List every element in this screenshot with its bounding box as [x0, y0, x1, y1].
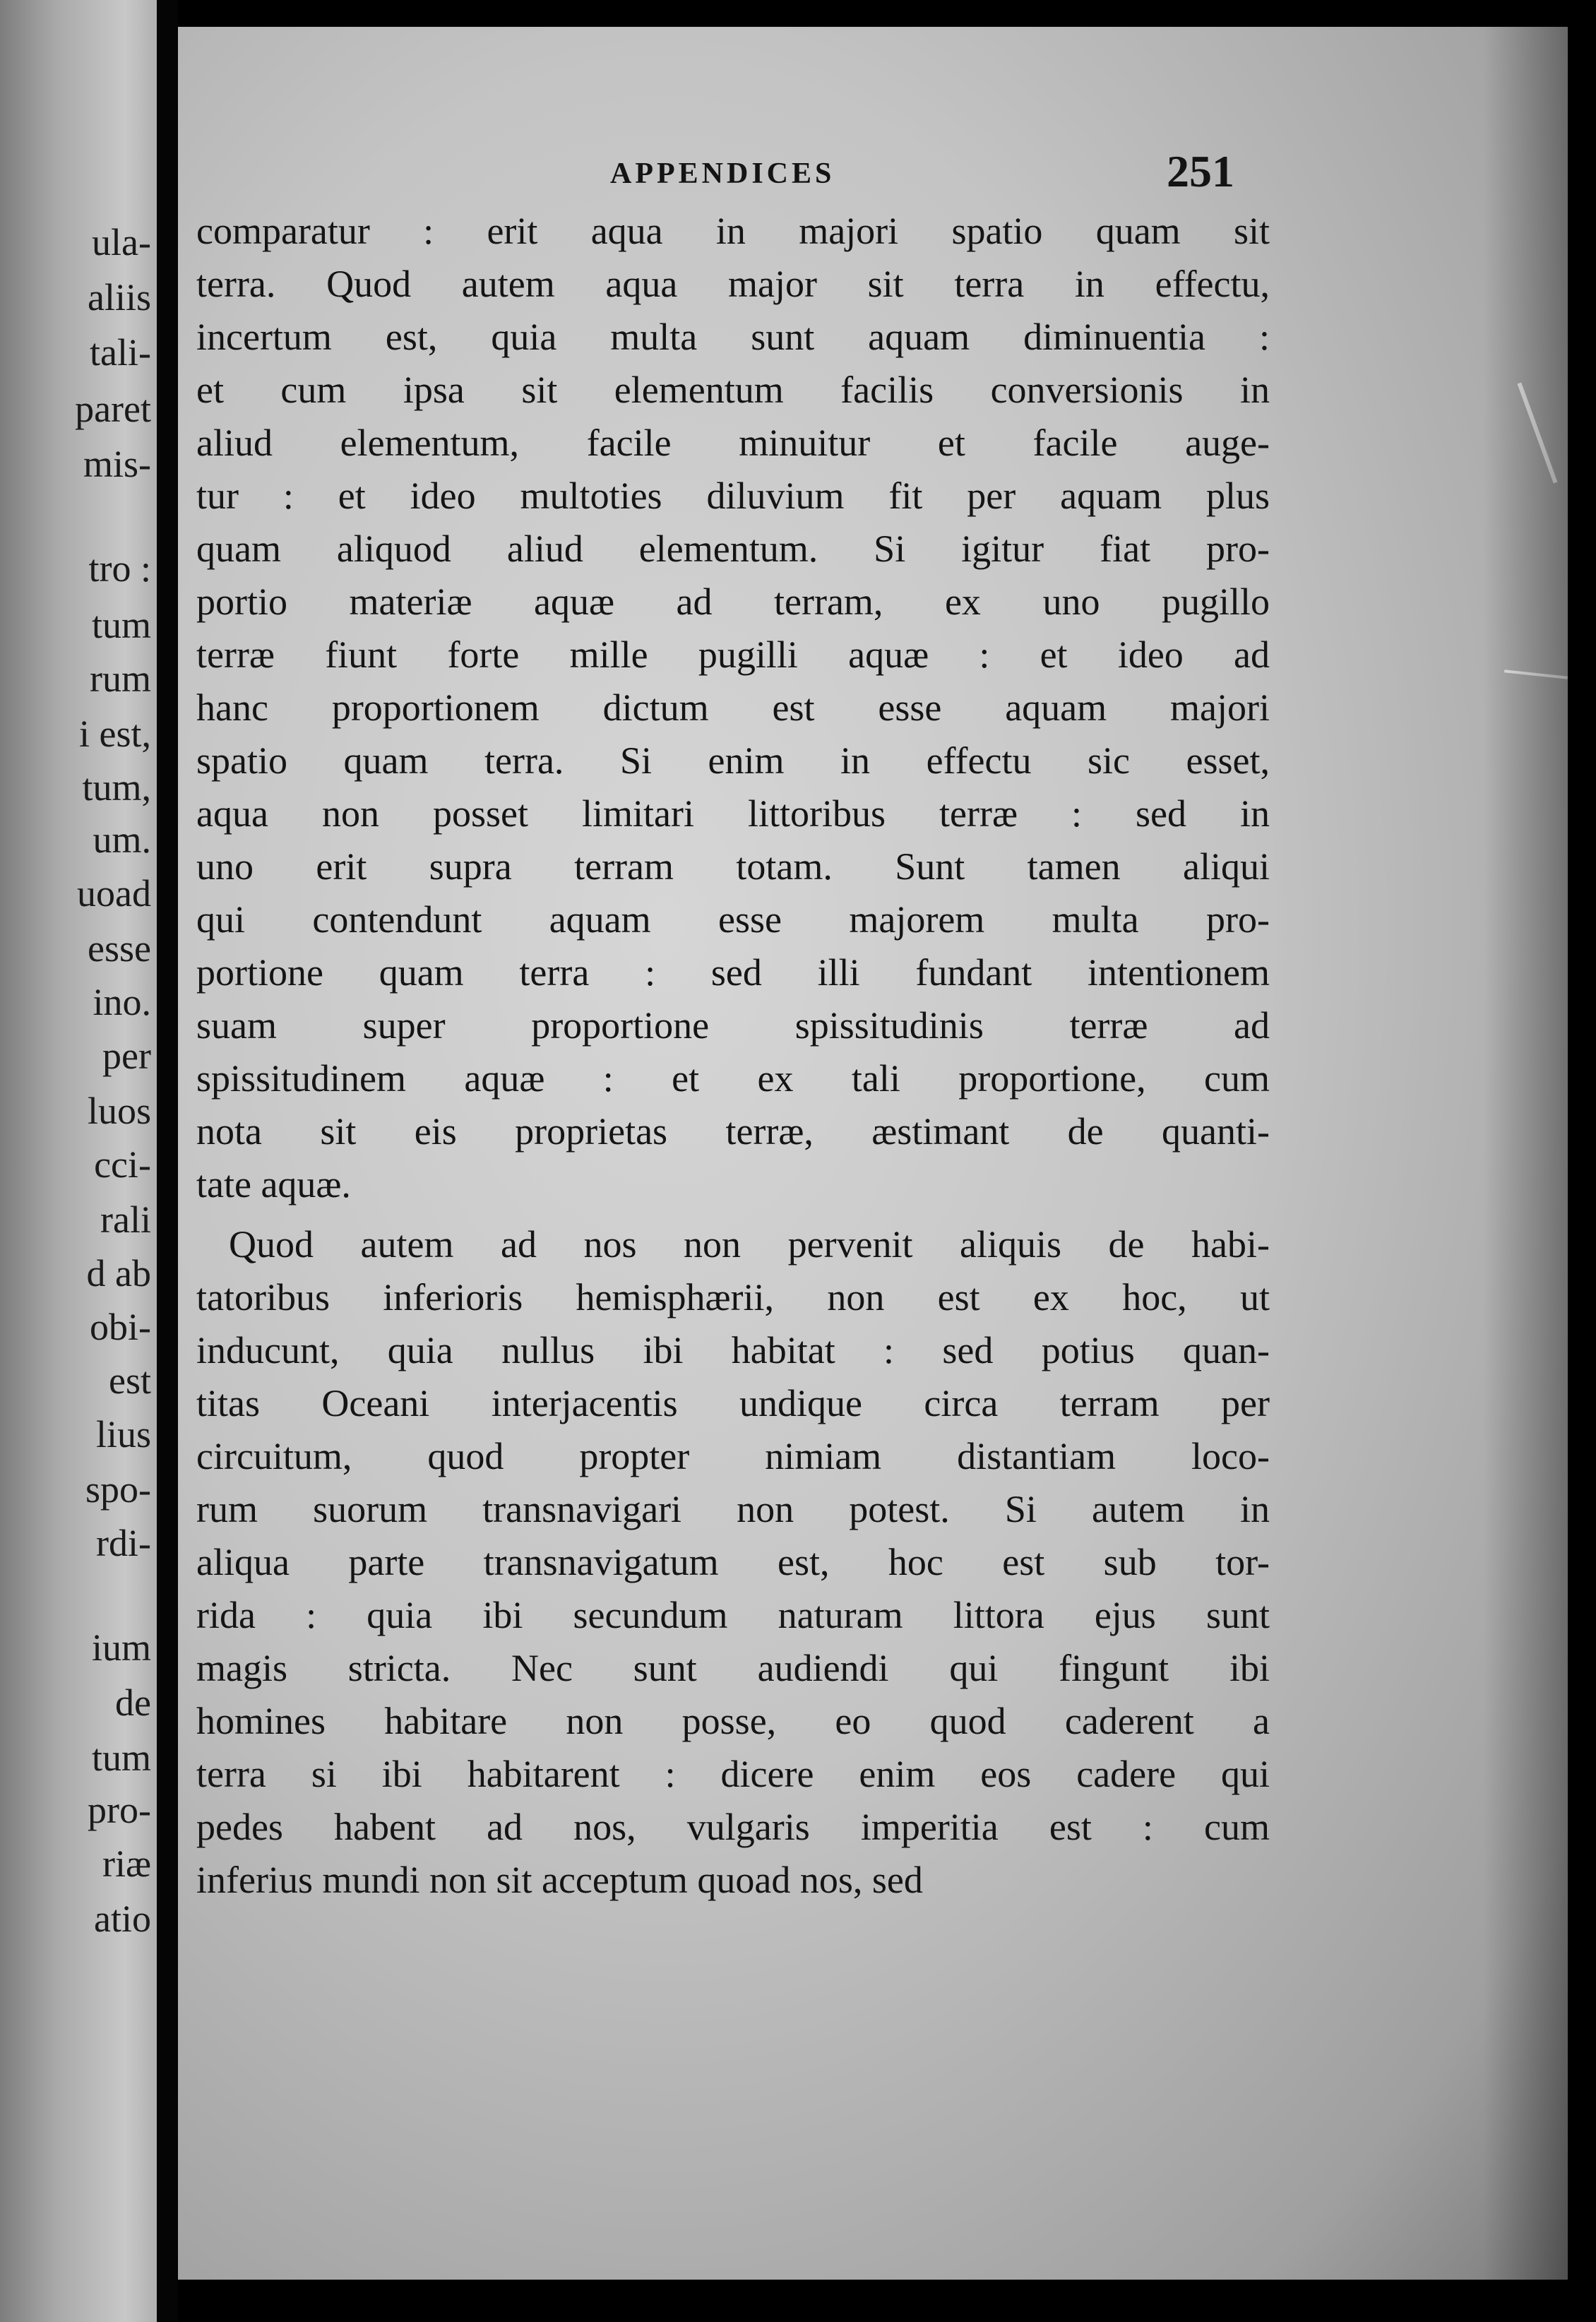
left-page-text-fragment: mis-	[83, 443, 151, 485]
text-line: nota sit eis proprietas terræ, æstimant de quanti-	[196, 1110, 1270, 1153]
left-page-text-fragment: lius	[95, 1413, 151, 1455]
left-page-text-fragment: esse	[88, 927, 151, 970]
text-line: terra. Quod autem aqua major sit terra in effectu,	[196, 263, 1270, 305]
left-page-text-fragment: rdi-	[96, 1522, 151, 1564]
text-line: terræ fiunt forte mille pugilli aquæ : et ideo ad	[196, 633, 1270, 676]
left-page-text-fragment: cci-	[94, 1143, 151, 1186]
book-gutter	[157, 0, 178, 2322]
text-line: tate aquæ.	[196, 1163, 351, 1205]
previous-page-edge	[0, 0, 157, 2322]
text-line: pedes habent ad nos, vulgaris imperitia est : cum	[196, 1806, 1270, 1848]
left-page-text-fragment: de	[115, 1681, 151, 1724]
left-page-text-fragment: luos	[87, 1090, 151, 1132]
text-line: aqua non posset limitari littoribus terræ : sed in	[196, 792, 1270, 835]
body-text	[196, 205, 1270, 1907]
text-line: aliqua parte transnavigatum est, hoc est sub tor-	[196, 1541, 1270, 1583]
left-page-text-fragment: ula-	[92, 221, 151, 263]
left-page-text-fragment: est	[109, 1359, 151, 1402]
left-page-text-fragment: obi-	[90, 1306, 151, 1348]
text-line: inferius mundi non sit acceptum quoad nos, sed	[196, 1859, 923, 1901]
text-line: comparatur : erit aqua in majori spatio quam sit	[196, 210, 1270, 252]
page-number: 251	[1167, 146, 1234, 196]
left-page-text-fragment: per	[102, 1035, 151, 1077]
left-page-text-fragment: uoad	[77, 872, 151, 915]
left-page-text-fragment: rali	[100, 1198, 151, 1241]
running-head: APPENDICES	[610, 157, 835, 190]
text-line: quam aliquod aliud elementum. Si igitur fiat pro-	[196, 528, 1270, 570]
left-page-text-fragment: riæ	[102, 1842, 151, 1885]
text-line: aliud elementum, facile minuitur et facile auge-	[196, 422, 1270, 464]
text-line: terra si ibi habitarent : dicere enim eos cadere qui	[196, 1753, 1270, 1795]
text-line: homines habitare non posse, eo quod caderent a	[196, 1700, 1270, 1742]
text-line: suam super proportione spissitudinis terræ ad	[196, 1004, 1270, 1047]
text-line: titas Oceani interjacentis undique circa terram per	[196, 1382, 1270, 1424]
text-line: et cum ipsa sit elementum facilis conversionis in	[196, 369, 1270, 411]
left-page-text-fragment: i est,	[79, 713, 151, 755]
text-line: spissitudinem aquæ : et ex tali proportione, cum	[196, 1057, 1270, 1100]
text-line: rida : quia ibi secundum naturam littora ejus sunt	[196, 1594, 1270, 1636]
scratch-mark	[1518, 382, 1558, 483]
left-page-text-fragment: aliis	[88, 276, 151, 318]
left-page-text-fragment: d ab	[86, 1252, 151, 1294]
left-page-text-fragment: paret	[75, 388, 151, 430]
left-page-text-fragment: rum	[90, 657, 151, 700]
left-page-text-fragment: um.	[93, 818, 151, 861]
left-page-text-fragment: ium	[91, 1626, 151, 1669]
text-line: Quod autem ad nos non pervenit aliquis de habi-	[229, 1223, 1270, 1266]
left-page-text-fragment: atio	[94, 1898, 151, 1940]
text-line: magis stricta. Nec sunt audiendi qui fingunt ibi	[196, 1647, 1270, 1689]
text-line: spatio quam terra. Si enim in effectu sic esset,	[196, 739, 1270, 782]
left-page-text-fragment: tali-	[90, 331, 151, 374]
left-page-text-fragment: tum,	[82, 766, 151, 809]
text-line: portione quam terra : sed illi fundant intentionem	[196, 951, 1270, 994]
text-line: tur : et ideo multoties diluvium fit per aquam plus	[196, 475, 1270, 517]
text-line: inducunt, quia nullus ibi habitat : sed potius quan-	[196, 1329, 1270, 1371]
text-line: rum suorum transnavigari non potest. Si autem in	[196, 1488, 1270, 1530]
left-page-text-fragment: ino.	[93, 981, 151, 1023]
left-page-text-fragment: tum	[91, 604, 151, 646]
left-page-text-fragment: tro :	[88, 547, 151, 590]
left-page-text-fragment: tum	[91, 1737, 151, 1779]
paragraph-2	[196, 1218, 1270, 1907]
book-page	[178, 27, 1568, 2280]
scratch-mark	[1504, 669, 1568, 679]
text-line: portio materiæ aquæ ad terram, ex uno pugillo	[196, 580, 1270, 623]
text-line: incertum est, quia multa sunt aquam diminuentia :	[196, 316, 1270, 358]
text-line: tatoribus inferioris hemisphærii, non est ex hoc, ut	[196, 1276, 1270, 1318]
text-line: hanc proportionem dictum est esse aquam majori	[196, 686, 1270, 729]
left-page-text-fragment: spo-	[85, 1468, 151, 1511]
text-line: uno erit supra terram totam. Sunt tamen aliqui	[196, 845, 1270, 888]
text-line: qui contendunt aquam esse majorem multa pro-	[196, 898, 1270, 941]
text-line: circuitum, quod propter nimiam distantiam loco-	[196, 1435, 1270, 1477]
paragraph-1	[196, 205, 1270, 1211]
left-page-text-fragment: pro-	[88, 1789, 151, 1831]
